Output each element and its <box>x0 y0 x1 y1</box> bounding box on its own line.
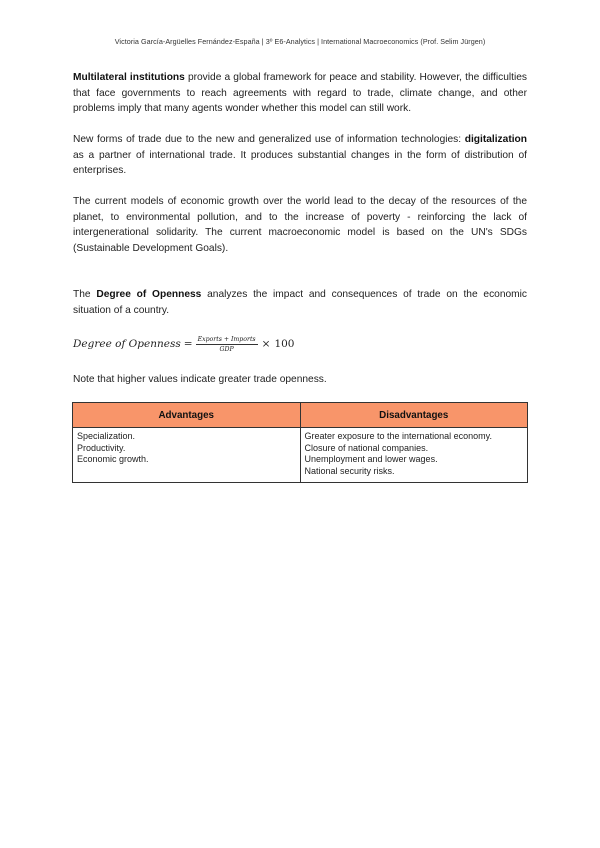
paragraph-multilateral-institutions <box>73 70 527 117</box>
note-text: Note that higher values indicate greater trade openness. <box>73 374 327 385</box>
openness-formula <box>73 330 294 358</box>
header-disadvantages: Disadvantages <box>300 403 528 428</box>
term-digitalization: digitalization <box>464 134 527 145</box>
formula-equals: = <box>183 338 193 350</box>
header-advantages: Advantages <box>73 403 301 428</box>
formula-times: × <box>261 338 271 350</box>
list-item: Greater exposure to the international economy. <box>304 431 492 441</box>
formula-numerator: Exports + Imports <box>197 335 256 343</box>
paragraph-text-after: analyzes the impact and consequences of trade on the economic situation of a country. <box>73 289 527 316</box>
list-item: Economic growth. <box>77 454 149 465</box>
advantages-table <box>72 402 528 483</box>
term-multilateral-institutions: Multilateral institutions <box>73 72 185 83</box>
paragraph-digitalization <box>73 132 527 179</box>
list-item: Unemployment and lower wages. <box>304 454 438 465</box>
paragraph-text: provide a global framework for peace and stability. However, the difficulties that face governments to reach agreements with regard to trade, climate change, and other problems imply that many agents wonder whether this model can still work. <box>73 72 527 114</box>
formula-lhs: Degree of Openness <box>73 338 181 350</box>
term-degree-of-openness: Degree of Openness <box>96 289 202 300</box>
paragraph-text-before: New forms of trade due to the new and generalized use of information technologies: <box>73 134 465 145</box>
list-item: Closure of national companies. <box>304 442 429 453</box>
paragraph-economic-growth: The current models of economic growth over the world lead to the decay of the resources of the planet, to environmental pollution, and to the increase of poverty - reinforcing the lack of intergenerational solidarity. The current macroeconomic model is based on the UN's SDGs (Sustainable Development Goals). <box>73 196 527 254</box>
formula-factor: 100 <box>274 338 295 350</box>
advantages-cell <box>73 428 301 483</box>
list-item: Productivity. <box>77 442 126 453</box>
list-item: National security risks. <box>304 466 395 477</box>
table-header-row <box>73 403 528 428</box>
formula-denominator: GDP <box>219 345 234 353</box>
paragraph-degree-of-openness <box>73 287 527 318</box>
page-header: Victoria García-Argüelles Fernández-España | 3º E6-Analytics | International Macroeconomics (Prof. Selim Jürgen) <box>114 37 486 46</box>
paragraph-text-after: as a partner of international trade. It produces substantial changes in the form of distribution of enterprises. <box>73 149 527 176</box>
disadvantages-cell <box>300 428 528 483</box>
table-row <box>73 428 528 483</box>
list-item: Specialization. <box>77 431 136 441</box>
formula-fraction <box>196 336 258 353</box>
paragraph-text-before: The <box>73 289 97 300</box>
